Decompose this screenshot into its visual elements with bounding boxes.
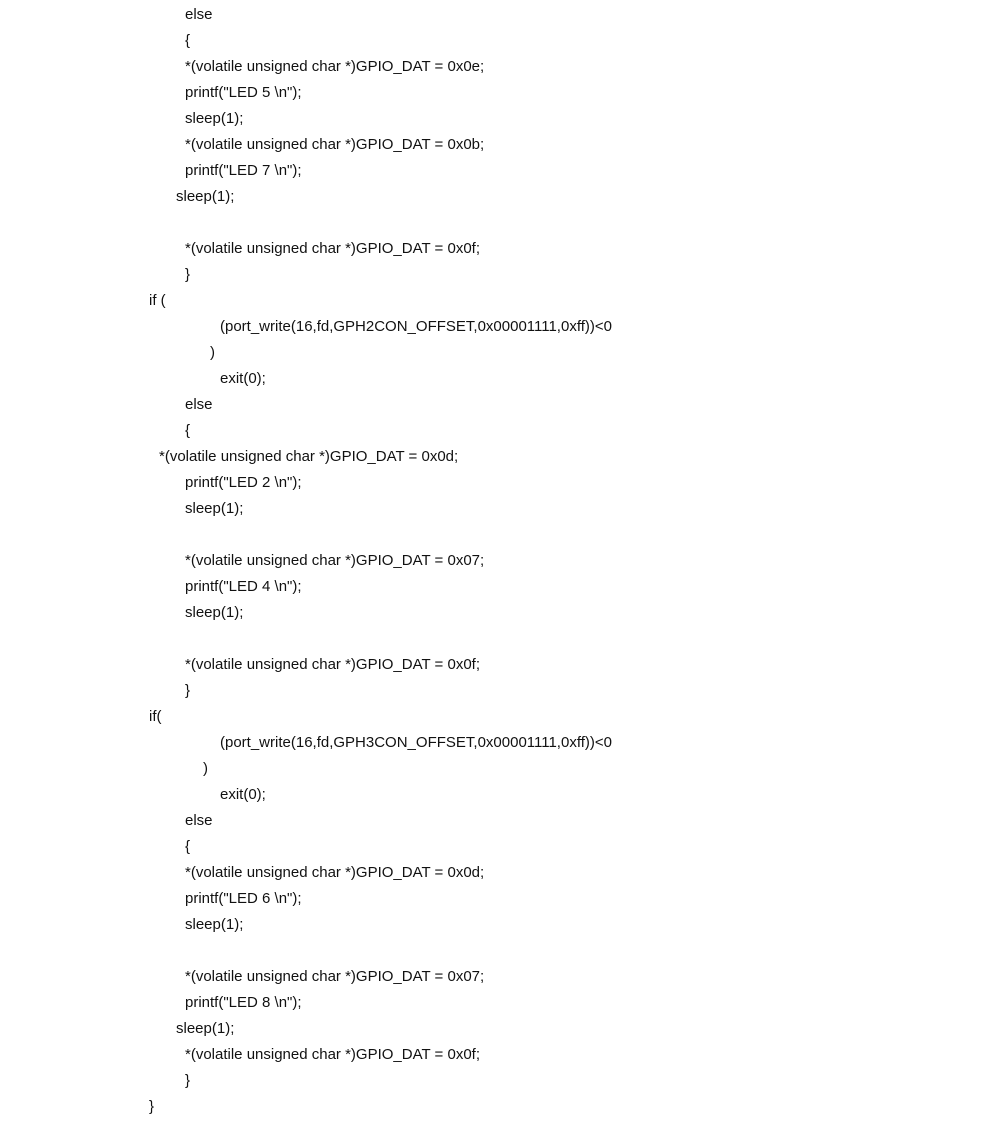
code-line: (port_write(16,fd,GPH2CON_OFFSET,0x00001111,0xff))<0 bbox=[220, 318, 612, 335]
code-line: exit(0); bbox=[220, 370, 266, 387]
code-line: (port_write(16,fd,GPH3CON_OFFSET,0x00001111,0xff))<0 bbox=[220, 734, 612, 751]
code-line: sleep(1); bbox=[176, 188, 235, 205]
code-line: printf("LED 6 \n"); bbox=[185, 890, 302, 907]
code-line: printf("LED 7 \n"); bbox=[185, 162, 302, 179]
code-line: *(volatile unsigned char *)GPIO_DAT = 0x0d; bbox=[185, 864, 485, 881]
code-line: sleep(1); bbox=[185, 916, 244, 933]
code-line: } bbox=[149, 1098, 155, 1115]
code-line: printf("LED 8 \n"); bbox=[185, 994, 302, 1011]
code-line: if ( bbox=[149, 292, 166, 309]
code-line: *(volatile unsigned char *)GPIO_DAT = 0x0f; bbox=[185, 656, 481, 673]
code-line: { bbox=[185, 32, 191, 49]
code-line: } bbox=[185, 266, 191, 283]
code-line: *(volatile unsigned char *)GPIO_DAT = 0x0e; bbox=[185, 58, 485, 75]
code-line: ) bbox=[210, 344, 215, 361]
code-line: else bbox=[185, 6, 213, 23]
code-line: *(volatile unsigned char *)GPIO_DAT = 0x07; bbox=[185, 552, 485, 569]
code-line: printf("LED 4 \n"); bbox=[185, 578, 302, 595]
code-line: else bbox=[185, 812, 213, 829]
code-line: *(volatile unsigned char *)GPIO_DAT = 0x0d; bbox=[159, 448, 459, 465]
code-line: { bbox=[185, 422, 191, 439]
code-line: else bbox=[185, 396, 213, 413]
code-line: if( bbox=[149, 708, 162, 725]
code-line: *(volatile unsigned char *)GPIO_DAT = 0x07; bbox=[185, 968, 485, 985]
code-line: *(volatile unsigned char *)GPIO_DAT = 0x0b; bbox=[185, 136, 485, 153]
code-line: *(volatile unsigned char *)GPIO_DAT = 0x0f; bbox=[185, 1046, 481, 1063]
code-line: printf("LED 2 \n"); bbox=[185, 474, 302, 491]
code-line: { bbox=[185, 838, 191, 855]
code-line: exit(0); bbox=[220, 786, 266, 803]
code-line: sleep(1); bbox=[185, 604, 244, 621]
code-line: ) bbox=[203, 760, 208, 777]
code-line: } bbox=[185, 682, 191, 699]
code-line: sleep(1); bbox=[185, 110, 244, 127]
code-line: printf("LED 5 \n"); bbox=[185, 84, 302, 101]
code-line: sleep(1); bbox=[176, 1020, 235, 1037]
code-line: } bbox=[185, 1072, 191, 1089]
code-line: *(volatile unsigned char *)GPIO_DAT = 0x0f; bbox=[185, 240, 481, 257]
code-line: sleep(1); bbox=[185, 500, 244, 517]
